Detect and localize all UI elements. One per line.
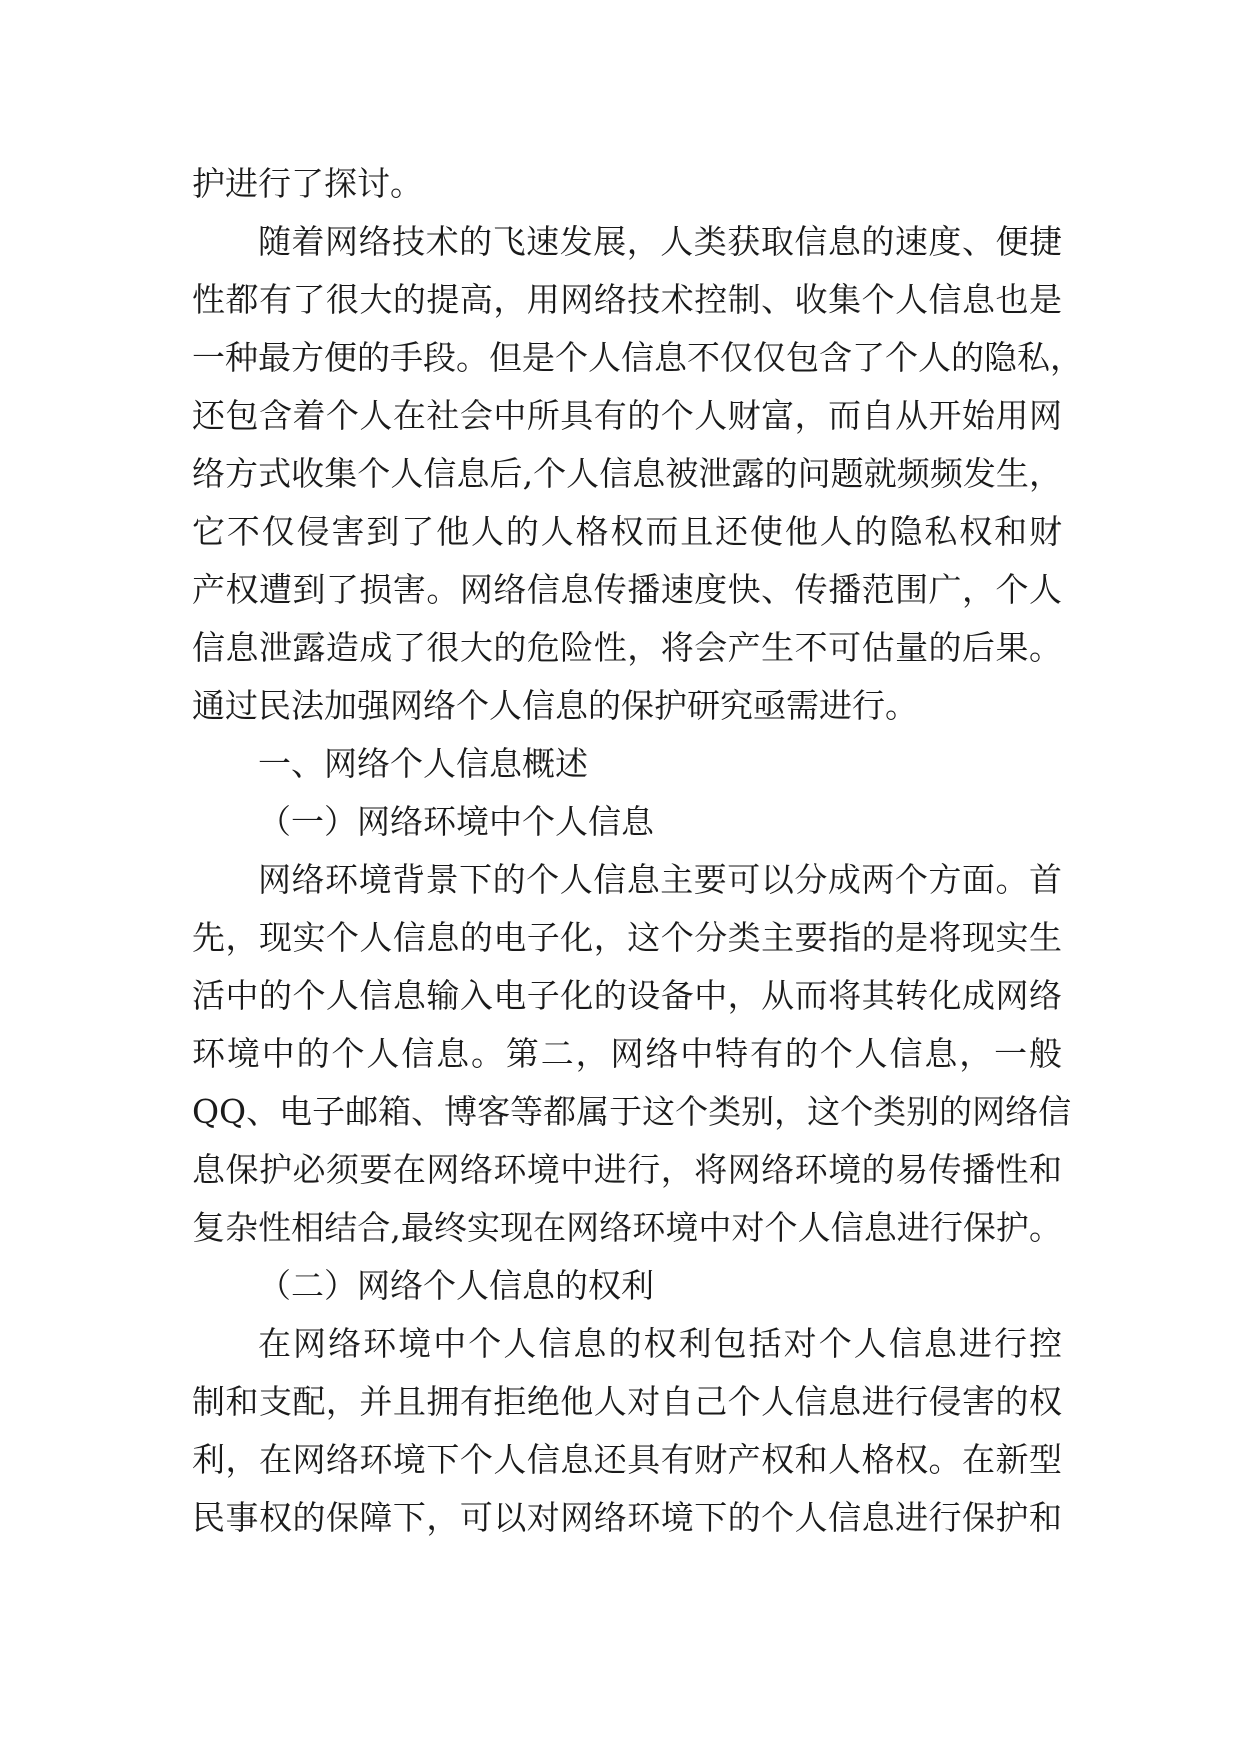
- text-line: 性都有了很大的提高，用网络技术控制、收集个人信息也是: [192, 280, 1062, 319]
- body-text: [192, 155, 1083, 1547]
- text-line: 络方式收集个人信息后,个人信息被泄露的问题就频频发生，: [192, 454, 1062, 493]
- text-line: 还包含着个人在社会中所具有的个人财富，而自从开始用网: [192, 396, 1062, 435]
- text-line: 一种最方便的手段。但是个人信息不仅仅包含了个人的隐私，: [192, 338, 1083, 377]
- text-line: 利，在网络环境下个人信息还具有财产权和人格权。在新型: [192, 1440, 1062, 1479]
- paragraph-first-line: 网络环境背景下的个人信息主要可以分成两个方面。首: [258, 860, 1062, 899]
- subsection-heading: （二）网络个人信息的权利: [258, 1266, 654, 1305]
- text-line: 息保护必须要在网络环境中进行，将网络环境的易传播性和: [192, 1150, 1062, 1189]
- text-line: 护进行了探讨。: [192, 164, 423, 203]
- text-line: 民事权的保障下，可以对网络环境下的个人信息进行保护和: [192, 1498, 1062, 1537]
- text-line: 通过民法加强网络个人信息的保护研究亟需进行。: [192, 686, 918, 725]
- text-line: 制和支配，并且拥有拒绝他人对自己个人信息进行侵害的权: [192, 1382, 1062, 1421]
- text-line: 产权遭到了损害。网络信息传播速度快、传播范围广，个人: [192, 570, 1062, 609]
- text-line: 环境中的个人信息。第二，网络中特有的个人信息，一般: [192, 1034, 1062, 1073]
- text-line: 先，现实个人信息的电子化，这个分类主要指的是将现实生: [192, 918, 1062, 957]
- paragraph-first-line: 在网络环境中个人信息的权利包括对个人信息进行控: [258, 1324, 1062, 1363]
- section-heading: 一、网络个人信息概述: [258, 744, 588, 783]
- text-line: QQ、电子邮箱、博客等都属于这个类别，这个类别的网络信: [192, 1092, 1072, 1131]
- text-line: 它不仅侵害到了他人的人格权而且还使他人的隐私权和财: [192, 512, 1062, 551]
- text-line: 活中的个人信息输入电子化的设备中，从而将其转化成网络: [192, 976, 1062, 1015]
- text-line: 信息泄露造成了很大的危险性，将会产生不可估量的后果。: [192, 628, 1062, 667]
- paragraph-first-line: 随着网络技术的飞速发展，人类获取信息的速度、便捷: [258, 222, 1062, 261]
- subsection-heading: （一）网络环境中个人信息: [258, 802, 654, 841]
- text-line: 复杂性相结合,最终实现在网络环境中对个人信息进行保护。: [192, 1208, 1062, 1247]
